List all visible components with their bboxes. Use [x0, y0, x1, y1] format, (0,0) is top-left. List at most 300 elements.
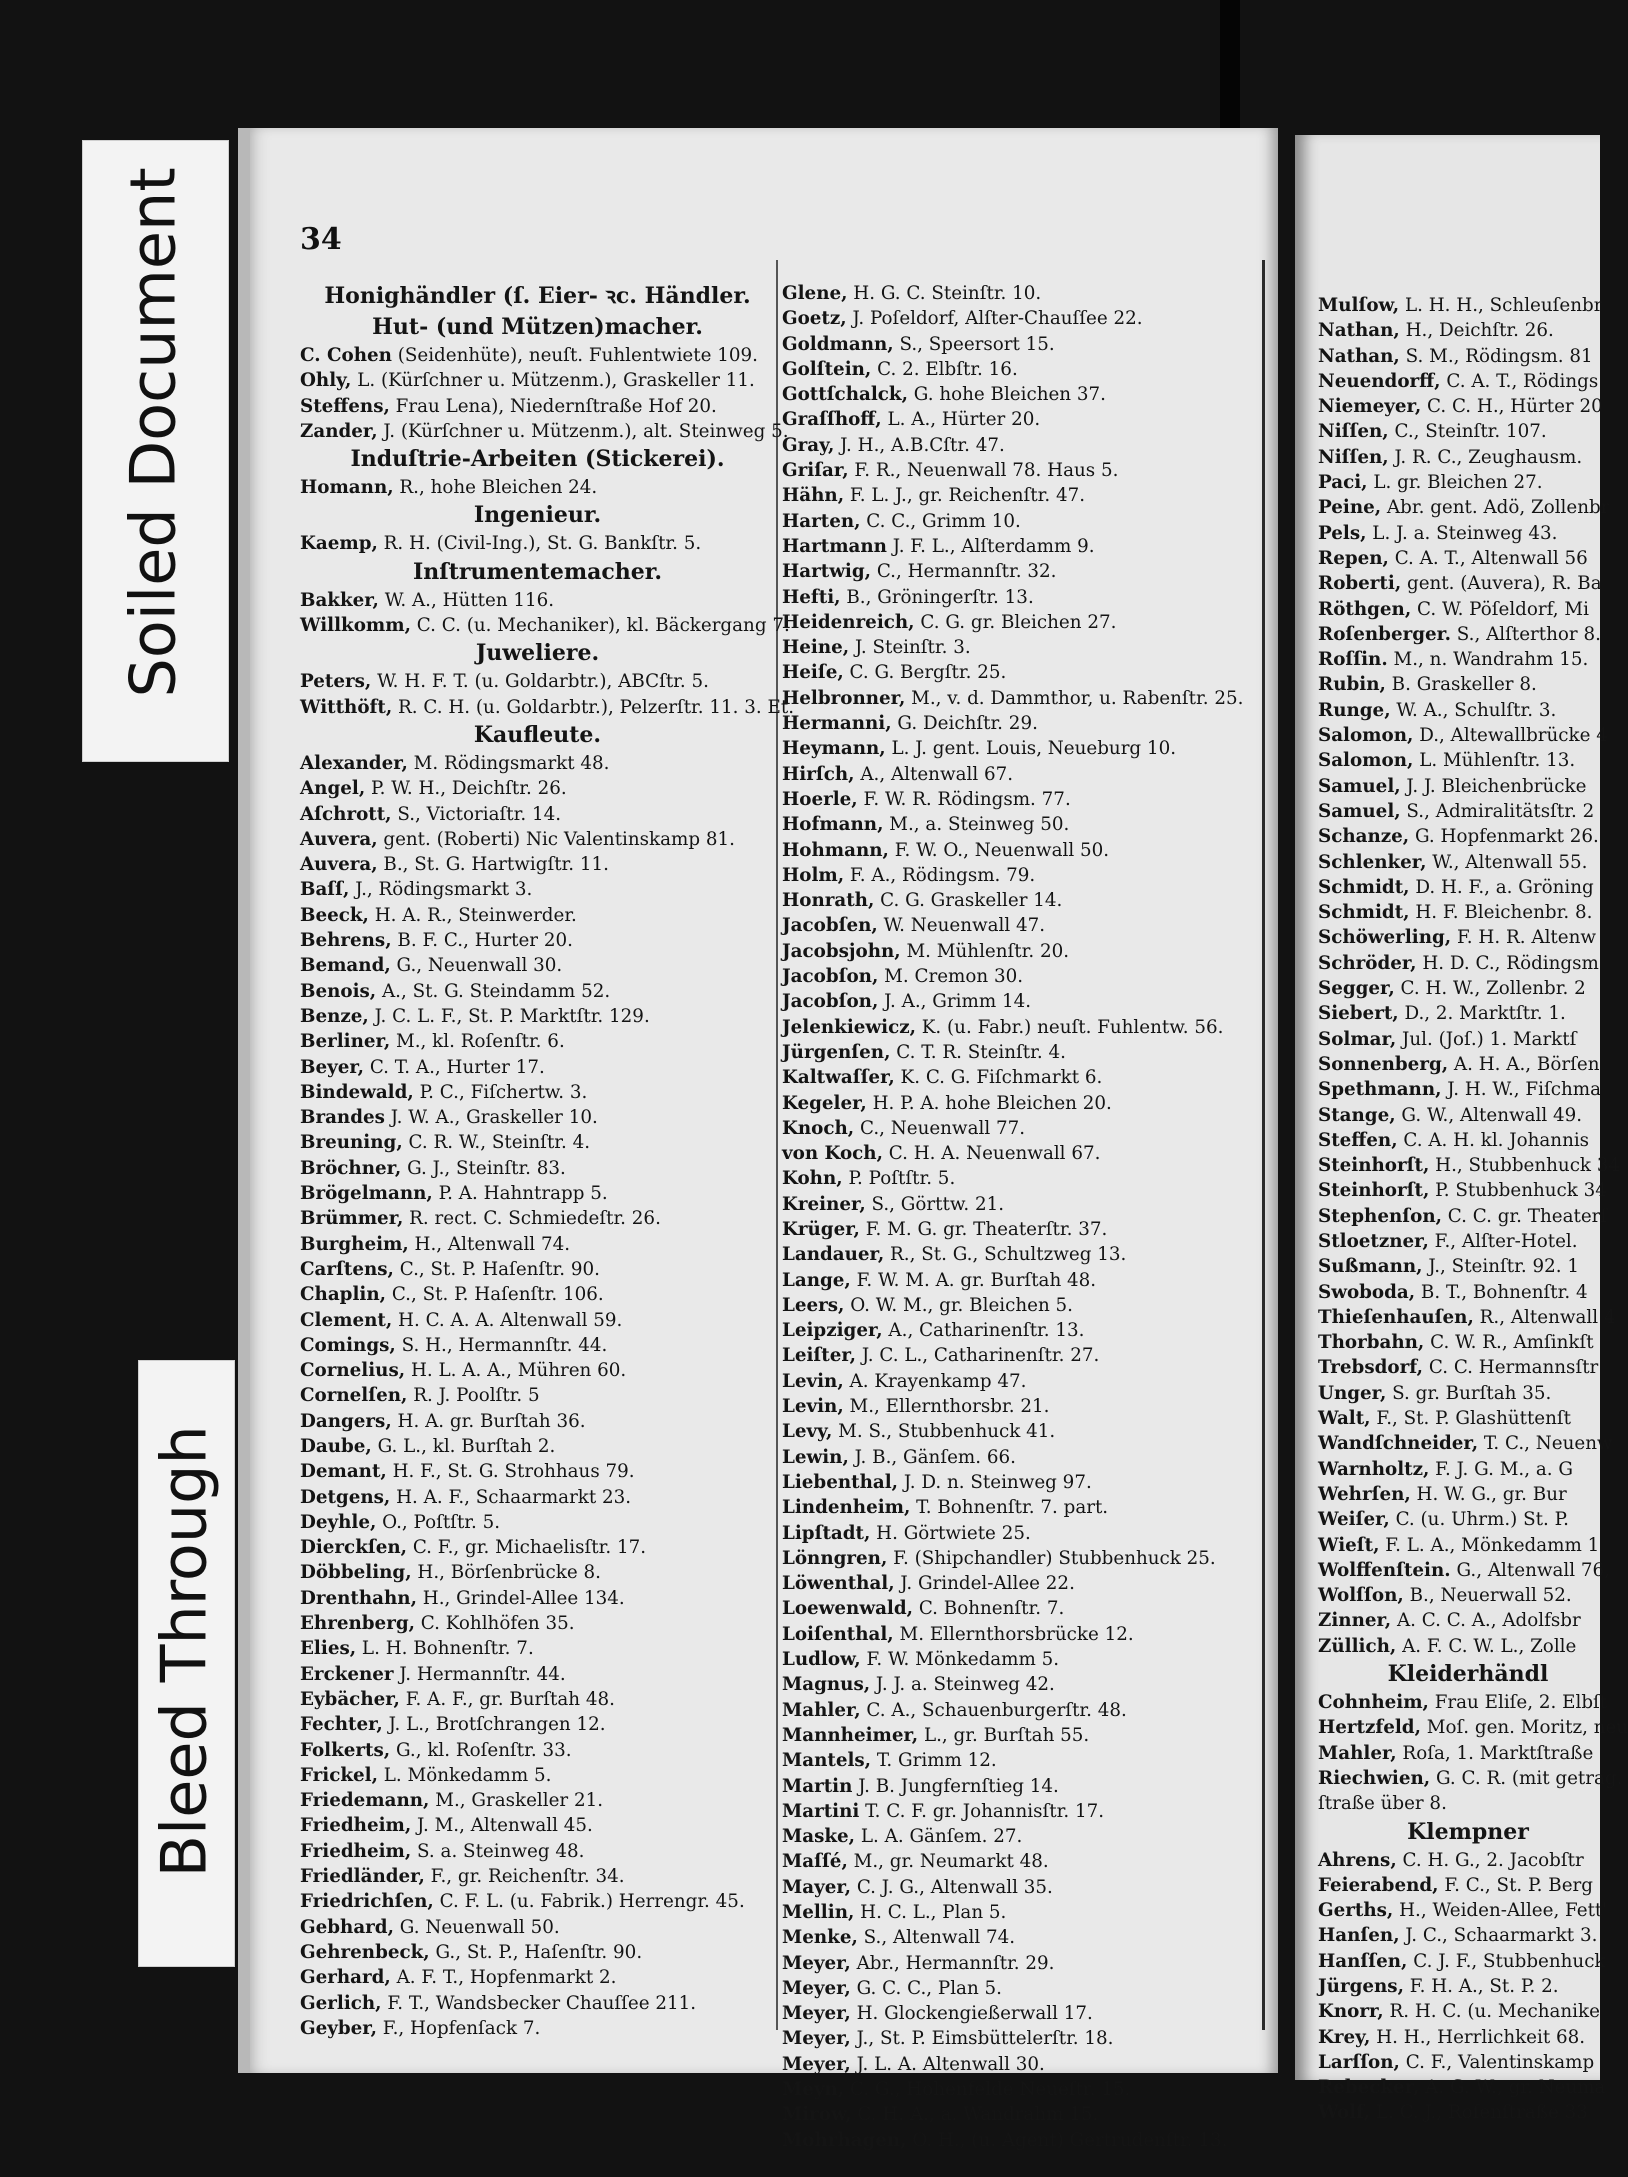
entry-name: Schlenker, [1318, 851, 1427, 873]
entry-name: Helbronner, [782, 687, 906, 709]
entry-name: Pels, [1318, 522, 1367, 544]
entry-name: Mellin, [782, 1902, 855, 1923]
entry-name: Gebhard, [300, 1916, 394, 1938]
section-heading: Inſtrumentemacher. [412, 558, 663, 585]
entry-name: Goetz, [782, 308, 847, 330]
entry-name: Nathan, [1318, 320, 1400, 342]
entry-name: Eybächer, [300, 1688, 400, 1710]
entry-name: Wolſſon, [1318, 1585, 1404, 1607]
directory-entry [1318, 1128, 1618, 1153]
entry-name: Wolf, [1318, 2102, 1371, 2124]
entry-details: M. S., Stubbenhuck 41. [832, 1421, 1056, 1443]
directory-entry [300, 1763, 775, 1788]
entry-name: Glene, [782, 283, 848, 304]
entry-details: C. G. Bergſtr. 25. [843, 662, 1007, 684]
entry-name: Levy, [782, 1421, 833, 1443]
entry-details: F. M. G. gr. Theaterſtr. 37. [859, 1218, 1108, 1240]
directory-entry [782, 1875, 1262, 1900]
directory-entry [1318, 1381, 1618, 1406]
entry-name: Friedemann, [300, 1790, 430, 1812]
entry-name: Gerlich, [300, 1992, 382, 2014]
entry-name: Samuel, [1318, 800, 1401, 822]
entry-details: S., Görttw. 21. [865, 1193, 1005, 1215]
entry-details: J., St. P. Eimsbüttelerſtr. 18. [850, 2028, 1114, 2050]
entry-details: J. B. Jungfernſtieg 14. [852, 1775, 1059, 1797]
entry-details: H. A. R., Steinwerder. [368, 904, 577, 926]
entry-details: C., Steinſtr. 107. [1388, 421, 1547, 443]
entry-name: Roſſin. [1318, 649, 1388, 671]
entry-name: Weiſer, [1318, 1509, 1390, 1531]
entry-name: Lewin, [782, 1446, 849, 1468]
entry-details: C. C. gr. Theaterſ [1442, 1205, 1608, 1227]
entry-details: L. A. Gänſem. 27. [855, 1826, 1023, 1848]
directory-entry [1318, 976, 1618, 1001]
entry-details: Abr. gent. Adö, Zollenbr [1381, 497, 1610, 519]
entry-name: Thieſenhauſen, [1318, 1306, 1474, 1328]
directory-entry [782, 1698, 1262, 1723]
entry-details: C. A. T., Rödings [1440, 370, 1599, 392]
directory-entry [1318, 1330, 1618, 1355]
directory-entry [1318, 597, 1618, 622]
entry-details: K. (u. Fabr.) neuſt. Fuhlentw. 56. [915, 1016, 1224, 1038]
entry-name: Folkerts, [300, 1739, 391, 1761]
entry-name: Meyer, [782, 2028, 851, 2050]
entry-details: P. Stubbenhuck 34 [1429, 1180, 1607, 1202]
entry-name: Auvera, [300, 828, 378, 850]
directory-entry [1318, 1923, 1618, 1948]
entry-name: Comings, [300, 1334, 396, 1356]
directory-entry [1318, 723, 1618, 748]
entry-details: G. C. R. (mit getrag. [1430, 1767, 1623, 1789]
directory-entry [782, 1445, 1262, 1470]
directory-entry [1318, 394, 1618, 419]
entry-details: A. F. T., Hopfenmarkt 2. [390, 1967, 617, 1989]
entry-details: J. C. L., Catharinenſtr. 27. [856, 1345, 1100, 1367]
directory-entry [1318, 1791, 1618, 1816]
entry-name: Friedheim, [300, 1815, 412, 1837]
entry-name: Maſſé, [782, 1851, 848, 1873]
entry-details: C. A. T., Altenwall 56 [1388, 547, 1588, 569]
directory-entry [782, 913, 1262, 938]
entry-name: Feierabend, [1318, 1874, 1439, 1896]
directory-entry [300, 1409, 775, 1434]
entry-details: J. D. n. Steinweg 97. [898, 1471, 1092, 1493]
entry-details: A. C. C. A., Adolfsbr [1391, 1610, 1581, 1632]
entry-name: Larſſon, [1318, 2051, 1400, 2073]
entry-name: Levin, [782, 1396, 844, 1418]
entry-details: A., Catharinenſtr. 13. [882, 1320, 1085, 1342]
entry-details: C. F., Valentinskamp [1399, 2051, 1595, 2073]
directory-entry [1318, 1052, 1618, 1077]
entry-name: Löwenthal, [782, 1573, 895, 1595]
entry-details: R. H. C. (u. Mechanike [1383, 2001, 1600, 2023]
entry-details: C. F. L. (u. Fabrik.) Herrengr. 45. [433, 1891, 745, 1913]
entry-details: G. Hopfenmarkt 26. [1409, 826, 1599, 848]
directory-entry [300, 776, 775, 801]
directory-entry [300, 2016, 775, 2041]
entry-details: J. H., A.B.Cſtr. 47. [834, 434, 1005, 456]
section-heading: Kaufleute. [473, 721, 602, 748]
entry-name: Schmidt, [1318, 876, 1410, 898]
directory-entry [300, 531, 775, 556]
entry-name: Drenthahn, [300, 1587, 417, 1609]
directory-entry [1318, 1001, 1618, 1026]
directory-entry [300, 1535, 775, 1560]
directory-entry [782, 1166, 1262, 1191]
entry-name: Martin [782, 1775, 853, 1797]
directory-entry [1318, 1153, 1621, 1178]
entry-details: C. A., Schauenburgerſtr. 48. [860, 1699, 1127, 1721]
entry-name: Beyer, [300, 1056, 365, 1078]
entry-details: J. R. C., Zeughausm. [1388, 446, 1583, 468]
directory-entry [300, 1662, 775, 1687]
entry-name: Neuendorff, [1318, 370, 1441, 392]
entry-name: Demant, [300, 1461, 387, 1483]
directory-entry [782, 1647, 1262, 1672]
directory-entry [1318, 1873, 1618, 1898]
directory-entry [300, 751, 775, 776]
directory-entry [782, 1799, 1262, 1824]
directory-entry [1318, 1229, 1618, 1254]
entry-details: F. R., Neuenwall 78. Haus 5. [848, 460, 1119, 482]
entry-details: J. (Kürſchner u. Mützenm.), alt. Steinweg 5. [377, 420, 789, 442]
entry-details: M., Graskeller 21. [429, 1790, 604, 1812]
entry-details: F. (Shipchandler) Stubbenhuck 25. [887, 1547, 1216, 1569]
entry-details: D., 2. Marktſtr. 1. [1398, 1003, 1566, 1025]
directory-entry [1318, 1077, 1618, 1102]
entry-details: M., kl. Roſenſtr. 6. [390, 1031, 565, 1053]
directory-entry [1318, 521, 1618, 546]
directory-entry [1318, 369, 1618, 394]
entry-details: B. F. C., Hurter 20. [391, 930, 573, 952]
entry-details: C., St. P. Haſenſtr. 106. [386, 1284, 604, 1306]
entry-details: H. G. C. Steinſtr. 10. [847, 283, 1042, 304]
directory-entry [782, 1065, 1262, 1090]
entry-name: Friedheim, [300, 1840, 412, 1862]
entry-details: F. T., Wandsbecker Chauſſee 211. [381, 1992, 697, 2014]
entry-name: Brümmer, [300, 1208, 404, 1230]
directory-entry [1318, 318, 1618, 343]
entry-details: J. C. L. F., St. P. Marktſtr. 129. [368, 1005, 650, 1027]
entry-details: M., v. d. Dammthor, u. Rabenſtr. 25. [905, 687, 1244, 709]
entry-name: Elies, [300, 1638, 357, 1660]
directory-entry [1318, 850, 1618, 875]
entry-name: Trebsdorf, [1318, 1357, 1424, 1379]
entry-name: Wolffenſtein. [1318, 1559, 1451, 1581]
directory-entry [782, 1015, 1262, 1040]
directory-entry [300, 1864, 775, 1889]
entry-details: A. G. W., gr. Neuma [1419, 2077, 1606, 2099]
section-heading: Ingenieur. [473, 502, 602, 529]
directory-entry [300, 1560, 775, 1585]
entry-name: Niſſen, [1318, 446, 1389, 468]
directory-entry [782, 1824, 1262, 1849]
entry-name: Benois, [300, 980, 377, 1002]
entry-name: Jacobsjohn, [782, 940, 901, 962]
entry-details: C. G., Hohenfelde Neueſtr. 15. [844, 2079, 1131, 2101]
entry-details: C. A. H. kl. Johannis [1397, 1129, 1590, 1151]
entry-details: T. C. F. gr. Johannisſtr. 17. [859, 1800, 1105, 1822]
entry-details: M. Ellernthorsbrücke 12. [893, 1623, 1134, 1645]
entry-details: S., Alſterthor 8. [1450, 623, 1601, 645]
directory-entry [1318, 344, 1618, 369]
entry-name: Salomon, [1318, 750, 1414, 772]
entry-details: A. Krayenkamp 47. [843, 1370, 1027, 1392]
directory-entry [300, 953, 775, 978]
entry-details: C. W. R., Amſinkſt [1424, 1332, 1594, 1354]
entry-details: A. H. A., Börſen [1448, 1053, 1600, 1075]
entry-name: Meyer, [782, 2053, 851, 2075]
directory-entry [782, 989, 1262, 1014]
directory-entry [1318, 698, 1618, 723]
directory-entry [300, 1788, 775, 1813]
entry-details: F. C., St. P. Berg [1438, 1874, 1593, 1896]
entry-details: B., Neuerwall 52. [1403, 1585, 1572, 1607]
directory-entry [300, 1940, 775, 1965]
directory-entry [782, 483, 1262, 508]
directory-entry [300, 1029, 775, 1054]
entry-name: Krüger, [782, 1218, 860, 1240]
entry-details: A., St. G. Steindamm 52. [376, 980, 611, 1002]
entry-details: A. F. C. W. L., Zolle [1396, 1635, 1577, 1657]
directory-entry [782, 1596, 1262, 1621]
directory-entry [782, 1925, 1262, 1950]
directory-entry [782, 888, 1262, 913]
entry-details: T. Grimm 12. [871, 1750, 997, 1772]
directory-entry [782, 2077, 1262, 2102]
directory-entry [782, 1748, 1262, 1773]
directory-entry [300, 928, 775, 953]
entry-name: Goldmann, [782, 333, 894, 355]
entry-name: Hanſen, [1318, 1925, 1400, 1947]
entry-name: Ahrens, [1318, 1849, 1397, 1871]
entry-details: H., Altenwall 74. [408, 1233, 571, 1255]
entry-details: F. W. R. Rödingsm. 77. [857, 788, 1071, 810]
entry-details: M., gr. Neumarkt 48. [847, 1851, 1049, 1873]
entry-details: J. Grindel-Allee 22. [894, 1573, 1075, 1595]
entry-name: Loiſenthal, [782, 1623, 894, 1645]
entry-name: Graſſhoff, [782, 409, 882, 431]
entry-details: J. W. A., Graskeller 10. [384, 1107, 598, 1129]
directory-entry [300, 1636, 775, 1661]
directory-entry [782, 1521, 1262, 1546]
entry-name: Kreiner, [782, 1193, 866, 1215]
entry-details: F. L. A., Mönkedamm 1 [1379, 1534, 1600, 1556]
entry-details: M. Mühlenſtr. 20. [900, 940, 1070, 962]
entry-name: Steinhorſt, [1318, 1180, 1430, 1202]
entry-name: Heymann, [782, 738, 886, 760]
entry-details: H. Glockengießerwall 17. [850, 2003, 1093, 2025]
directory-entry [782, 787, 1262, 812]
bleed-through-label: Bleed Through [147, 1425, 221, 1878]
entry-name: Zander, [300, 420, 378, 442]
entry-name: Gehrenbeck, [300, 1941, 430, 1963]
entry-details: L., gr. Burſtah 55. [918, 1724, 1090, 1746]
entry-details: H., Stubbenhuck 34 [1429, 1155, 1621, 1177]
directory-entry [782, 1268, 1262, 1293]
entry-name: Schanze, [1318, 826, 1410, 848]
directory-entry [1318, 1583, 1618, 1608]
directory-entry [1318, 1178, 1618, 1203]
directory-entry [782, 1192, 1262, 1217]
entry-name: Lindenheim, [782, 1497, 911, 1519]
entry-name: Erckener [300, 1663, 394, 1685]
entry-details: B. Graskeller 8. [1385, 674, 1537, 696]
entry-details: L. J. gent. Louis, Neueburg 10. [885, 738, 1177, 760]
directory-entry [300, 1206, 775, 1231]
entry-name: Unger, [1318, 1382, 1387, 1404]
entry-details: S., Altenwall 74. [857, 1927, 1016, 1949]
directory-entry [1318, 470, 1618, 495]
entry-details: H. P. A. hohe Bleichen 20. [866, 1092, 1112, 1114]
directory-entry [300, 852, 775, 877]
column-divider-2 [1262, 260, 1265, 2030]
directory-entry [1318, 1305, 1618, 1330]
directory-entry [300, 1004, 775, 1029]
entry-name: Mohrhagen, [782, 2129, 907, 2151]
entry-details: gent. (Roberti) Nic Valentinskamp 81. [377, 828, 735, 850]
directory-entry [1318, 1741, 1618, 1766]
entry-details: H. D. C., Rödingsm [1416, 952, 1599, 974]
entry-details: O. W. M., gr. Bleichen 5. [844, 1294, 1073, 1316]
entry-details: G. W., Altenwall 49. [1395, 1104, 1583, 1126]
entry-details: W. A., Schulſtr. 3. [1390, 699, 1557, 721]
entry-details: F. L. J., gr. Reichenſtr. 47. [844, 485, 1086, 507]
entry-name: Knoch, [782, 1117, 855, 1139]
entry-name: Röthgen, [1318, 598, 1412, 620]
entry-name: Levin, [782, 1370, 844, 1392]
entry-name: Sonnenberg, [1318, 1053, 1449, 1075]
directory-entry [1318, 1608, 1618, 1633]
entry-name: Hirſch, [782, 763, 855, 785]
directory-entry [1318, 1848, 1618, 1873]
entry-name: Rubin, [1318, 674, 1386, 696]
entry-name: Mulſow, [1318, 295, 1400, 316]
entry-name: Rebecker, [1318, 2077, 1420, 2099]
entry-details: M. Rödingsmarkt 48. [407, 752, 610, 774]
entry-name: Hofmann, [782, 814, 884, 836]
directory-entry [1318, 1280, 1618, 1305]
directory-entry [1318, 1482, 1618, 1507]
directory-entry [782, 407, 1262, 432]
entry-details: C. C., Grimm 10. [860, 510, 1021, 532]
entry-name: Maske, [782, 1826, 856, 1848]
entry-name: Lange, [782, 1269, 851, 1291]
entry-details: C. Kohlhöfen 35. [414, 1613, 575, 1635]
entry-details: C., Neuenwall 77. [854, 1117, 1026, 1139]
entry-name: Loewenwald, [782, 1598, 914, 1620]
entry-name: Mahler, [782, 1699, 861, 1721]
entry-details: C. (u. Uhrm.) St. P. [1389, 1509, 1569, 1531]
entry-details: M. Cremon 30. [878, 966, 1024, 988]
directory-entry [782, 534, 1262, 559]
entry-name: Alexander, [300, 752, 408, 774]
entry-name: Döbbeling, [300, 1562, 412, 1584]
entry-name: Jürgenſen, [782, 1041, 891, 1063]
directory-entry [1318, 546, 1618, 571]
entry-details: H., Börſenbrücke 8. [411, 1562, 601, 1584]
directory-entry [1318, 1103, 1618, 1128]
entry-details: G., St. P., Haſenſtr. 90. [429, 1941, 643, 1963]
entry-details: C. G. Graskeller 14. [874, 890, 1063, 912]
entry-name: Hertzfeld, [1318, 1717, 1421, 1739]
directory-entry [1318, 2075, 1618, 2100]
directory-entry [300, 1105, 775, 1130]
directory-entry [1318, 647, 1618, 672]
directory-entry [782, 1951, 1262, 1976]
entry-details: F., gr. Reichenſtr. 34. [424, 1866, 625, 1888]
entry-details: M., Ellernthorsbr. 21. [843, 1396, 1050, 1418]
directory-entry [782, 1242, 1262, 1267]
entry-name: Mayer, [782, 1876, 852, 1898]
entry-details: C. F., gr. Michaelisſtr. 17. [407, 1537, 647, 1559]
entry-name: Siebert, [1318, 1003, 1399, 1025]
entry-name: Peine, [1318, 497, 1382, 519]
entry-details: C. T. A., Hurter 17. [364, 1056, 545, 1078]
entry-name: Frickel, [300, 1764, 378, 1786]
entry-details: S. M., Rödingsm. 81 [1399, 345, 1593, 367]
entry-name: Zinner, [1318, 1610, 1392, 1632]
entry-name: Friedländer, [300, 1866, 425, 1888]
entry-details: L. H. H., Schleuſenbr [1399, 295, 1603, 316]
directory-entry [782, 762, 1262, 787]
entry-details: P. C., Fiſchertw. 3. [413, 1081, 588, 1103]
entry-name: Golſtein, [782, 358, 872, 380]
entry-details: J. Poſeldorf, Alſter-Chauſſee 22. [846, 308, 1143, 330]
entry-name: Cohnheim, [1318, 1692, 1429, 1714]
entry-details: J. H. W., Fiſchma [1441, 1079, 1601, 1101]
directory-entry [1318, 1766, 1623, 1791]
entry-details: F., Alſter-Hotel. [1428, 1230, 1578, 1252]
directory-column-3 [1318, 293, 1628, 2126]
entry-details: C. J. F., Stubbenhuck [1407, 1950, 1606, 1972]
entry-details: G. J., Steinſtr. 83. [401, 1157, 566, 1179]
directory-entry [782, 332, 1262, 357]
entry-name: Solmar, [1318, 1028, 1397, 1050]
entry-details: R., St. G., Schultzweg 13. [884, 1244, 1127, 1266]
directory-entry [782, 1774, 1262, 1799]
entry-name: Detgens, [300, 1486, 391, 1508]
entry-details: (Seidenhüte), neuſt. Fuhlentwiete 109. [391, 345, 758, 366]
directory-entry [300, 1308, 775, 1333]
directory-entry [782, 812, 1262, 837]
entry-name: Kaemp, [300, 533, 378, 555]
entry-name: Schöwerling, [1318, 927, 1452, 949]
entry-details: J., Rödingsmarkt 3. [349, 879, 533, 901]
entry-name: Friedrichſen, [300, 1891, 434, 1913]
directory-entry [782, 1040, 1262, 1065]
section-heading: Honighändler (ſ. Eier- ꝛc. Händler. [324, 283, 751, 309]
entry-details: C. H. A., a. Wandrahm 15. [851, 2104, 1099, 2126]
directory-entry [1318, 1457, 1618, 1482]
directory-entry [782, 1723, 1262, 1748]
entry-details: W., Altenwall 55. [1426, 851, 1588, 873]
entry-details: F. W. O., Neuenwall 50. [888, 839, 1110, 861]
entry-name: Meyer, [782, 2003, 851, 2025]
entry-name: Kegeler, [782, 1092, 867, 1114]
directory-entry [300, 1687, 775, 1712]
entry-name: Homann, [300, 477, 394, 499]
directory-entry [782, 382, 1262, 407]
directory-entry [300, 1055, 775, 1080]
entry-name: Jacobſen, [782, 915, 878, 937]
directory-entry [1318, 748, 1618, 773]
entry-details: H. L. A. A., Mühren 60. [405, 1360, 627, 1382]
directory-entry [300, 1358, 775, 1383]
directory-entry [782, 1116, 1262, 1141]
entry-name: Menke, [782, 1927, 858, 1949]
entry-details: R. H. (Civil-Ing.), St. G. Bankſtr. 5. [377, 533, 702, 555]
